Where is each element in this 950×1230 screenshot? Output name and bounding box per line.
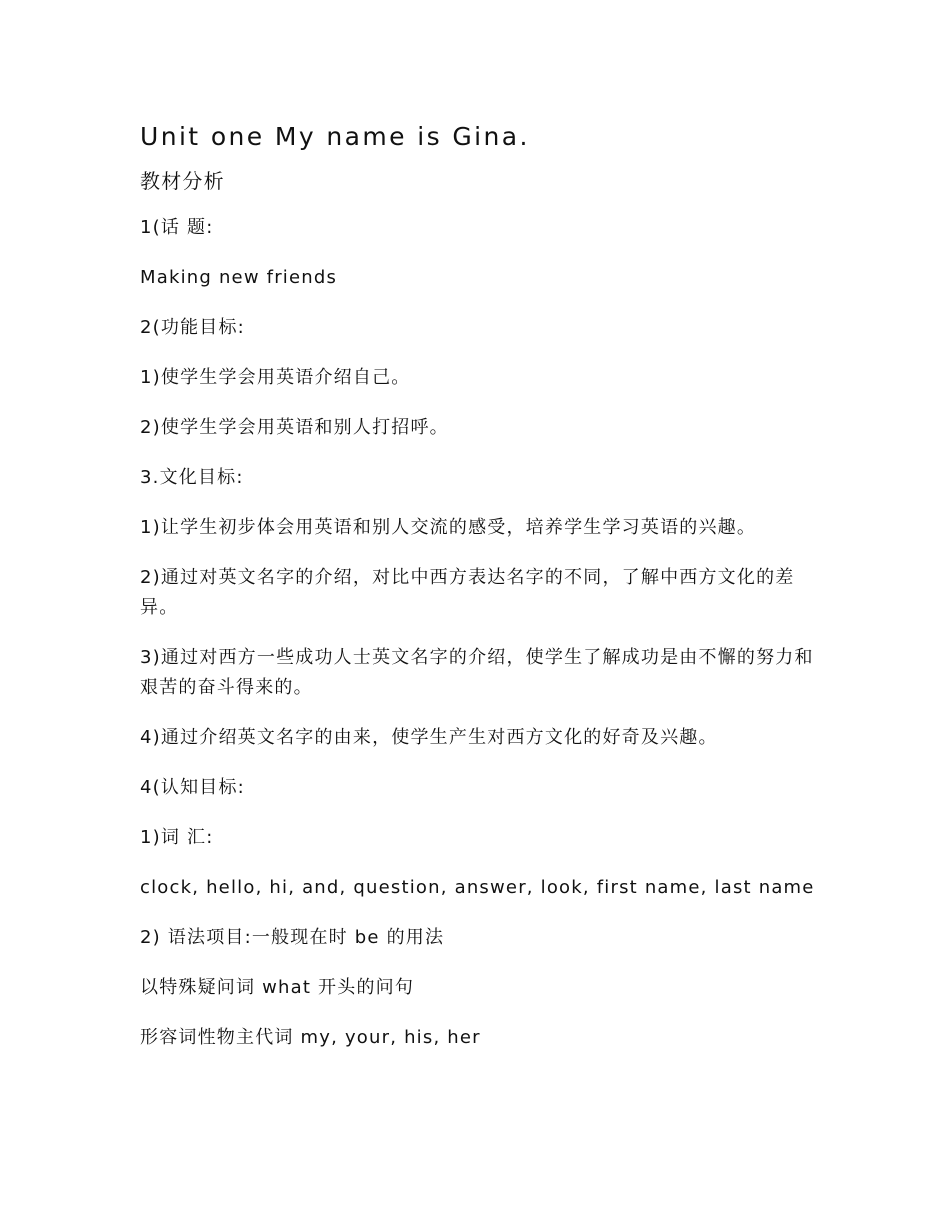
grammar-item-2: 以特殊疑问词 what 开头的问句: [140, 977, 415, 998]
vocabulary-list: clock, hello, hi, and, question, answer, look, first name, last name: [140, 877, 815, 898]
vocabulary-heading: 1)词 汇:: [140, 827, 214, 848]
grammar-item-1: 2) 语法项目:一般现在时 be 的用法: [140, 927, 445, 948]
section-heading-textbook-analysis: 教材分析: [140, 169, 225, 193]
cultural-goal-4: 4)通过介绍英文名字的由来，使学生产生对西方文化的好奇及兴趣。: [140, 727, 718, 748]
functional-goal-2: 2)使学生学会用英语和别人打招呼。: [140, 417, 449, 438]
cultural-goal-2: 2)通过对英文名字的介绍，对比中西方表达名字的不同，了解中西方文化的差异。: [140, 567, 795, 618]
grammar-item-3: 形容词性物主代词 my, your, his, her: [140, 1027, 481, 1048]
functional-goal-1: 1)使学生学会用英语介绍自己。: [140, 367, 411, 388]
topic-heading: 1(话 题:: [140, 217, 214, 238]
document-body: [140, 118, 820, 1073]
cognitive-goals-heading: 4(认知目标:: [140, 777, 245, 798]
functional-goals-heading: 2(功能目标:: [140, 317, 245, 338]
cultural-goal-3: 3)通过对西方一些成功人士英文名字的介绍，使学生了解成功是由不懈的努力和艰苦的奋斗得来的。: [140, 647, 814, 698]
topic-text: Making new friends: [140, 267, 338, 288]
document-title: Unit one My name is Gina.: [140, 122, 530, 151]
cultural-goals-heading: 3.文化目标:: [140, 467, 244, 488]
cultural-goal-1: 1)让学生初步体会用英语和别人交流的感受，培养学生学习英语的兴趣。: [140, 517, 757, 538]
